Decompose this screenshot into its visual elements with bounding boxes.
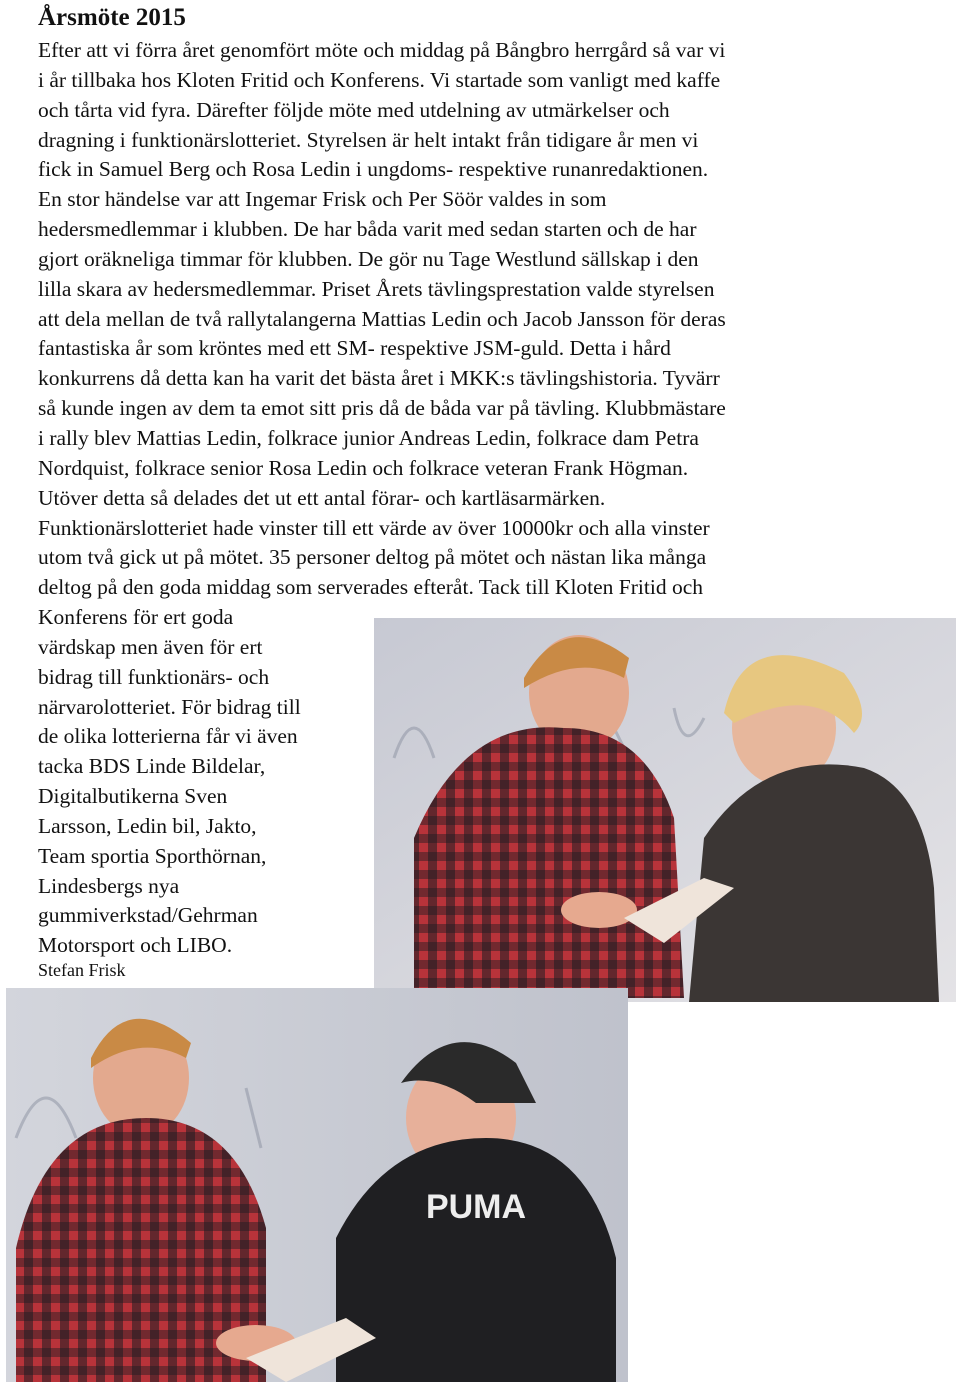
- body-line: Team sportia Sporthörnan,: [38, 843, 267, 868]
- body-line: närvarolotteriet. För bidrag till: [38, 694, 301, 719]
- body-line: utom två gick ut på mötet. 35 personer deltog på mötet och nästan lika många: [38, 545, 707, 570]
- body-line: gummiverkstad/Gehrman: [38, 903, 258, 928]
- body-line: En stor händelse var att Ingemar Frisk och Per Söör valdes in som: [38, 187, 607, 212]
- body-line: så kunde ingen av dem ta emot sitt pris då de båda var på tävling. Klubbmästare: [38, 396, 726, 421]
- body-line: i rally blev Mattias Ledin, folkrace junior Andreas Ledin, folkrace dam Petra: [38, 425, 699, 450]
- body-line: Funktionärslotteriet hade vinster till ett värde av över 10000kr och alla vinster: [38, 515, 710, 540]
- body-line: bidrag till funktionärs- och: [38, 664, 270, 689]
- body-line: Digitalbutikerna Sven: [38, 784, 228, 809]
- body-line: tacka BDS Linde Bildelar,: [38, 754, 266, 779]
- body-line: att dela mellan de två rallytalangerna Mattias Ledin och Jacob Jansson för deras: [38, 306, 726, 331]
- body-line: Larsson, Ledin bil, Jakto,: [38, 813, 257, 838]
- body-line: i år tillbaka hos Kloten Fritid och Konferens. Vi startade som vanligt med kaffe: [38, 67, 721, 92]
- photo-award-handover-2: [6, 988, 628, 1382]
- body-line: värdskap men även för ert: [38, 634, 263, 659]
- body-line: Lindesbergs nya: [38, 873, 180, 898]
- body-line: Motorsport och LIBO.: [38, 933, 233, 958]
- body-line: fantastiska år som kröntes med ett SM- respektive JSM-guld. Detta i hård: [38, 336, 671, 361]
- body-line: konkurrens då detta kan ha varit det bästa året i MKK:s tävlingshistoria. Tyvärr: [38, 366, 720, 391]
- body-line: Efter att vi förra året genomfört möte och middag på Bångbro herrgård så var vi: [38, 38, 726, 62]
- body-line: deltog på den goda middag som serverades efteråt. Tack till Kloten Fritid och: [38, 575, 704, 600]
- body-line: lilla skara av hedersmedlemmar. Priset Årets tävlingsprestation valde styrelsen: [38, 276, 715, 301]
- body-line: Utöver detta så delades det ut ett antal förar- och kartläsarmärken.: [38, 485, 606, 510]
- body-line: hedersmedlemmar i klubben. De har båda varit med sedan starten och de har: [38, 217, 697, 242]
- article-title: Årsmöte 2015: [38, 4, 186, 31]
- body-line: Nordquist, folkrace senior Rosa Ledin och folkrace veteran Frank Högman.: [38, 455, 689, 480]
- photo-illustration: [374, 618, 956, 1002]
- author-signature: Stefan Frisk: [38, 960, 126, 980]
- body-line: och tårta vid fyra. Därefter följde möte med utdelning av utmärkelser och: [38, 97, 670, 122]
- photo-illustration: [6, 988, 628, 1382]
- body-line: de olika lotterierna får vi även: [38, 724, 298, 749]
- body-line: dragning i funktionärslotteriet. Styrelsen är helt intakt från tidigare år men vi: [38, 127, 699, 152]
- body-line: fick in Samuel Berg och Rosa Ledin i ungdoms- respektive runanredaktionen.: [38, 157, 709, 182]
- body-line: Konferens för ert goda: [38, 605, 234, 630]
- body-line: gjort oräkneliga timmar för klubben. De gör nu Tage Westlund sällskap i den: [38, 246, 699, 271]
- photo-award-handover-1: [374, 618, 956, 1002]
- shirt-print: PUMA: [425, 1188, 527, 1226]
